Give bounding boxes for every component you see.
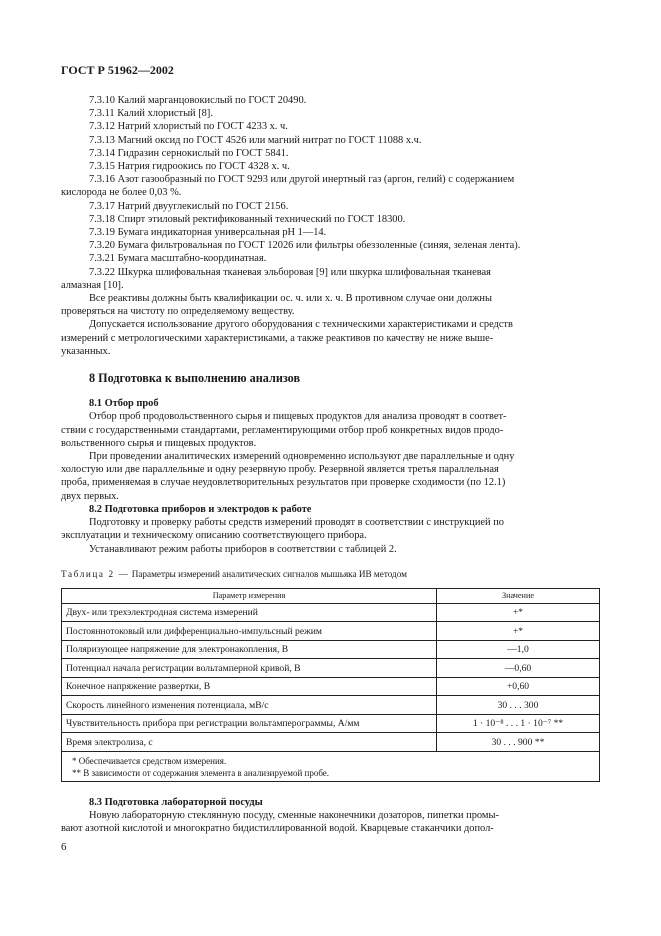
- column-header-parameter: Параметр измерения: [62, 588, 437, 603]
- table-row: [62, 622, 600, 641]
- table-cell-parameter: Потенциал начала регистрации вольтамперной кривой, В: [62, 659, 437, 678]
- table-cell-value: —0,60: [437, 659, 600, 678]
- table-caption-label: Таблица 2 —: [61, 568, 130, 579]
- table-cell-parameter: Чувствительность прибора при регистрации вольтамперограммы, А/мм: [62, 714, 437, 733]
- document-header: ГОСТ Р 51962—2002: [61, 63, 174, 77]
- list-item: 7.3.19 Бумага индикаторная универсальная pH 1—14.: [89, 227, 327, 239]
- paragraph-line: проба, применяемая в случае неудовлетворительных результатов при проверке сходимости (по 12.1): [61, 477, 506, 489]
- list-item: 7.3.10 Калий марганцовокислый по ГОСТ 20490.: [89, 95, 307, 106]
- list-item: 7.3.20 Бумага фильтровальная по ГОСТ 12026 или фильтры обеззоленные (синяя, зеленая лента).: [89, 240, 521, 252]
- paragraph-line: указанных.: [61, 345, 111, 357]
- page-number: 6: [61, 841, 67, 853]
- paragraph-line: двух первых.: [61, 490, 119, 502]
- paragraph-line: Отбор проб продовольственного сырья и пищевых продуктов для анализа проводят в соответ-: [89, 411, 507, 423]
- table-cell-parameter: Поляризующее напряжение для электронакопления, В: [62, 640, 437, 659]
- table-cell-value: —1,0: [437, 640, 600, 659]
- list-item: 7.3.22 Шкурка шлифовальная тканевая эльборовая [9] или шкурка шлифовальная тканевая: [89, 266, 491, 278]
- table-cell-value: +0,60: [437, 677, 600, 696]
- table-caption: [61, 568, 600, 581]
- subsection-heading: 8.2 Подготовка приборов и электродов к работе: [89, 503, 312, 515]
- table-cell-parameter: Скорость линейного изменения потенциала, мВ/с: [62, 696, 437, 715]
- table-note: ** В зависимости от содержания элемента в анализируемой пробе.: [72, 767, 330, 778]
- table-cell-parameter: Двух- или трехэлектродная система измерений: [62, 603, 437, 622]
- column-header-value: Значение: [437, 588, 600, 603]
- table-cell-parameter: Время электролиза, с: [62, 733, 437, 752]
- table-cell-value: 30 . . . 300: [437, 696, 600, 715]
- subsection-heading: 8.1 Отбор проб: [89, 398, 159, 410]
- list-item: 7.3.18 Спирт этиловый ректификованный технический по ГОСТ 18300.: [89, 213, 406, 225]
- paragraph-line: Новую лабораторную стеклянную посуду, сменные наконечники дозаторов, пипетки промы-: [89, 810, 499, 822]
- list-item: 7.3.14 Гидразин сернокислый по ГОСТ 5841.: [89, 147, 289, 159]
- paragraph-line: ствии с государственными стандартами, регламентирующими отбор проб конкретных видов продо-: [61, 424, 504, 436]
- table-cell-value: 30 . . . 900 **: [437, 733, 600, 752]
- paragraph-line: При проведении аналитических измерений одновременно используют две параллельные и одну: [89, 451, 515, 463]
- table-cell-value: +*: [437, 622, 600, 641]
- table-notes: [62, 751, 600, 781]
- table-row: [62, 714, 600, 733]
- list-item-continuation: алмазная [10].: [61, 279, 124, 291]
- subsection-heading: 8.3 Подготовка лабораторной посуды: [89, 796, 263, 808]
- table-cell-value: [437, 714, 600, 733]
- table-row: [62, 659, 600, 678]
- list-item: 7.3.17 Натрий двууглекислый по ГОСТ 2156.: [89, 200, 289, 212]
- table-row: [62, 640, 600, 659]
- table-notes-row: [62, 751, 600, 781]
- paragraph-line: Устанавливают режим работы приборов в соответствии с таблицей 2.: [89, 543, 397, 555]
- paragraph-line: Допускается использование другого оборудования с техническими характеристиками и средств: [89, 319, 513, 331]
- list-item: 7.3.15 Натрия гидроокись по ГОСТ 4328 х. ч.: [89, 161, 290, 173]
- table-cell-parameter: Постояннотоковый или дифференциально-импульсный режим: [62, 622, 437, 641]
- table-cell-parameter: Конечное напряжение развертки, В: [62, 677, 437, 696]
- table-row: [62, 696, 600, 715]
- table-caption-text: Параметры измерений аналитических сигналов мышьяка ИВ методом: [131, 568, 407, 579]
- table-header-row: [62, 588, 600, 603]
- table-row: [62, 603, 600, 622]
- paragraph-line: вают азотной кислотой и многократно бидистиллированной водой. Кварцевые стаканчики допол-: [61, 823, 494, 835]
- paragraph-line: холостую или две параллельные и одну резервную пробу. Резервной является третья параллельная: [61, 464, 499, 476]
- sensitivity-range: 1 · 10⁻⁸ . . . 1 · 10⁻⁷ **: [472, 718, 564, 730]
- table-row: [62, 677, 600, 696]
- paragraph-line: Подготовку и проверку работы средств измерений проводят в соответствии с инструкцией по: [89, 517, 504, 529]
- document-body: [61, 94, 600, 836]
- parameters-table: [61, 588, 600, 782]
- paragraph-line: эксплуатации и техническому описанию соответствующего прибора.: [61, 530, 367, 542]
- section-heading: 8 Подготовка к выполнению анализов: [89, 371, 301, 386]
- paragraph-line: измерений с метрологическими характеристиками, а также реактивов по качеству не ниже выше-: [61, 332, 494, 344]
- list-item: 7.3.21 Бумага масштабно-координатная.: [89, 253, 267, 265]
- list-item-continuation: кислорода не более 0,03 %.: [61, 187, 182, 199]
- table-note: * Обеспечивается средством измерения.: [72, 755, 227, 766]
- list-item: 7.3.16 Азот газообразный по ГОСТ 9293 или другой инертный газ (аргон, гелий) с содержанием: [89, 174, 515, 186]
- paragraph-line: вольственного сырья и пищевых продуктов.: [61, 437, 257, 449]
- table-row: [62, 733, 600, 752]
- paragraph-line: Все реактивы должны быть квалификации ос. ч. или х. ч. В противном случае они должны: [89, 293, 492, 305]
- list-item: 7.3.12 Натрий хлористый по ГОСТ 4233 х. ч.: [89, 121, 288, 133]
- paragraph-line: проверяться на чистоту по определяемому веществу.: [61, 306, 295, 318]
- list-item: 7.3.11 Калий хлористый [8].: [89, 108, 213, 120]
- list-item: 7.3.13 Магний оксид по ГОСТ 4526 или магний нитрат по ГОСТ 11088 х.ч.: [89, 134, 422, 146]
- table-cell-value: +*: [437, 603, 600, 622]
